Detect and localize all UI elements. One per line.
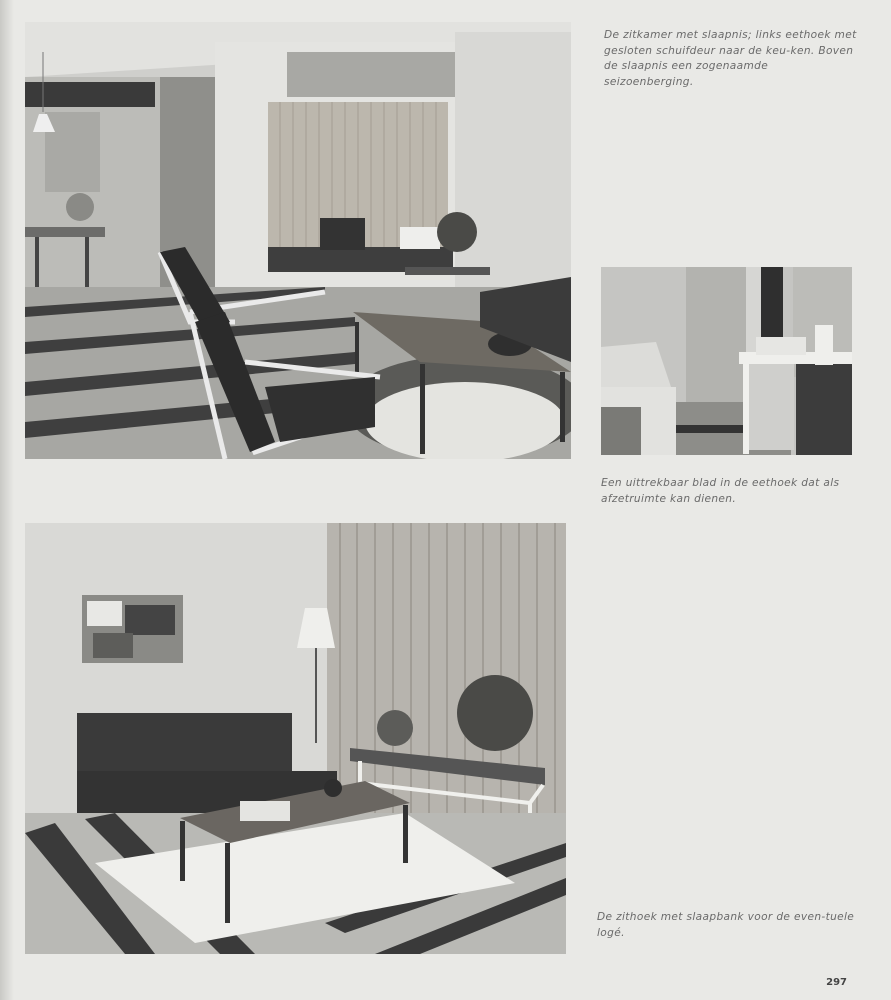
caption-sitting-corner: De zithoek met slaapbank voor de even-tuele logé.	[597, 911, 855, 939]
photo-dining-nook-shelf	[601, 267, 852, 455]
caption-dining-nook: Een uittrekbaar blad in de eethoek dat als afzetruimte kan dienen.	[601, 477, 840, 505]
photo-sitting-corner-sofa	[25, 523, 566, 954]
living-room-illustration	[25, 22, 571, 459]
photo-living-room-alcove	[25, 22, 571, 459]
caption-living-room: De zitkamer met slaapnis; links eethoek met gesloten schuifdeur naar de keu-ken. Boven de slaapnis een zogenaamde seizoenberging.	[604, 29, 857, 88]
page-number: 297	[826, 977, 847, 988]
sitting-corner-illustration	[25, 523, 566, 954]
dining-nook-illustration	[601, 267, 852, 455]
page-binding-shadow	[0, 0, 14, 1000]
